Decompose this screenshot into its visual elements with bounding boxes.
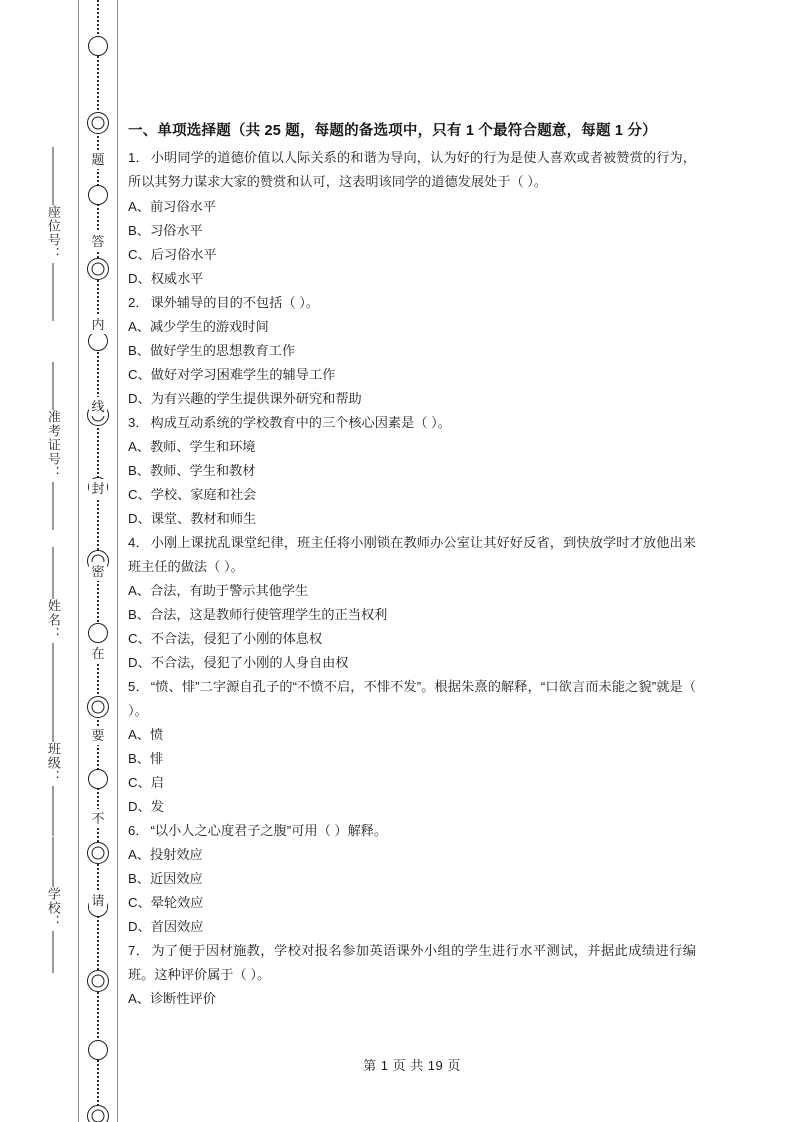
field-class[interactable] <box>30 690 76 836</box>
question-number: 4． <box>128 534 149 550</box>
seal-char: 请 <box>89 891 107 910</box>
seal-char: 不 <box>89 809 107 828</box>
question-option[interactable]: A、教师、学生和环境 <box>128 438 256 454</box>
question-text: “以小人之心度君子之腹”可用（ ）解释。 <box>150 822 388 838</box>
perforation-circle-single <box>88 1040 108 1060</box>
question-stem <box>128 819 696 843</box>
question-option[interactable]: D、为有兴趣的学生提供课外研究和帮助 <box>128 390 362 406</box>
perforation-circle-single <box>88 477 108 497</box>
question-option[interactable]: C、晕轮效应 <box>128 894 204 910</box>
question-option[interactable]: B、习俗水平 <box>128 222 203 238</box>
perforation-circle-double <box>87 550 109 572</box>
question-option[interactable]: D、首因效应 <box>128 918 204 934</box>
question-option[interactable]: A、合法，有助于警示其他学生 <box>128 582 309 598</box>
field-seat-number[interactable] <box>30 145 76 321</box>
question-block <box>128 411 696 531</box>
seal-char: 线 <box>89 397 107 416</box>
seal-char: 答 <box>89 232 107 251</box>
field-write-line-school-2[interactable] <box>52 931 54 973</box>
perforation-circle-double <box>87 970 109 992</box>
question-option[interactable]: C、后习俗水平 <box>128 246 217 262</box>
question-option[interactable]: A、愤 <box>128 726 164 742</box>
question-option[interactable]: B、悱 <box>128 750 164 766</box>
question-block <box>128 675 696 819</box>
question-text: 课外辅导的目的不包括（ ）。 <box>150 294 320 310</box>
question-text: 构成互动系统的学校教育中的三个核心因素是（ ）。 <box>150 414 451 430</box>
question-option[interactable]: B、近因效应 <box>128 870 203 886</box>
question-stem <box>128 146 696 194</box>
question-text: “愤、悱”二字源自孔子的“不愤不启，不悱不发”。根据朱熹的解释，“口欲言而未能之貌”就是（ ）。 <box>128 678 696 718</box>
question-option[interactable]: B、教师、学生和教材 <box>128 462 256 478</box>
seal-char: 内 <box>89 315 107 334</box>
field-label-class: 班级： <box>45 742 61 784</box>
field-label-seat-number: 座位号： <box>45 205 61 261</box>
field-label-name: 姓名： <box>45 599 61 641</box>
section-heading-single-choice: 一、单项选择题（共 25 题，每题的备选项中，只有 1 个最符合题意，每题 1 分） <box>128 123 657 139</box>
field-admission-ticket-number[interactable] <box>30 360 76 530</box>
field-student-name[interactable] <box>30 545 76 695</box>
field-school[interactable] <box>30 835 76 973</box>
perforation-circle-single <box>88 769 108 789</box>
question-option[interactable]: C、学校、家庭和社会 <box>128 486 257 502</box>
question-number: 7． <box>128 942 150 958</box>
perforation-circle-double <box>87 696 109 718</box>
question-number: 1． <box>128 150 149 166</box>
question-option[interactable]: C、做好对学习困难学生的辅导工作 <box>128 366 336 382</box>
question-option[interactable]: A、诊断性评价 <box>128 991 216 1007</box>
perforation-circle-single <box>88 185 108 205</box>
field-write-line-class-2[interactable] <box>52 786 54 836</box>
question-number: 3． <box>128 414 149 430</box>
page-footer: 第 1 页 共 19 页 <box>363 1058 461 1073</box>
question-stem <box>128 939 696 987</box>
question-block <box>128 291 696 411</box>
question-stem <box>128 411 696 435</box>
question-block <box>128 146 696 290</box>
field-write-line-name[interactable] <box>52 547 54 599</box>
question-block <box>128 819 696 939</box>
seal-char: 密 <box>89 562 107 581</box>
seal-char: 要 <box>89 726 107 745</box>
question-block <box>128 939 696 1011</box>
question-option[interactable]: D、课堂、教材和师生 <box>128 510 257 526</box>
question-option[interactable]: C、启 <box>128 774 164 790</box>
field-write-line-ticket-2[interactable] <box>52 482 54 530</box>
field-write-line-seat-2[interactable] <box>52 263 54 321</box>
question-block <box>128 531 696 675</box>
question-option[interactable]: B、做好学生的思想教育工作 <box>128 342 296 358</box>
perforation-circle-double <box>87 112 109 134</box>
exam-body <box>128 120 696 1011</box>
perforation-circle-single <box>88 623 108 643</box>
perforation-circle-single <box>88 897 108 917</box>
perforation-circle-double <box>87 842 109 864</box>
seal-char: 封 <box>89 479 107 498</box>
seal-char: 在 <box>89 644 107 663</box>
field-write-line-class[interactable] <box>52 692 54 742</box>
question-number: 2． <box>128 294 149 310</box>
question-number: 5． <box>128 678 149 694</box>
perforation-circle-double <box>87 404 109 426</box>
field-write-line-seat[interactable] <box>52 147 54 205</box>
question-stem <box>128 675 696 723</box>
field-write-line-ticket[interactable] <box>52 362 54 410</box>
seal-margin <box>0 0 118 1122</box>
perforation-circle-double <box>87 258 109 280</box>
question-stem <box>128 531 696 579</box>
question-option[interactable]: C、不合法，侵犯了小刚的体息权 <box>128 630 323 646</box>
question-text: 小明同学的道德价值以人际关系的和谐为导向，认为好的行为是使人喜欢或者被赞赏的行为，所以其努力谋求大家的赞赏和认可，这表明该同学的道德发展处于（ ）。 <box>128 150 696 190</box>
question-option[interactable]: A、前习俗水平 <box>128 198 216 214</box>
question-option[interactable]: D、权威水平 <box>128 270 204 286</box>
seal-char: 题 <box>89 150 107 169</box>
perforation-strip <box>78 0 118 1122</box>
question-text: 为了便于因材施教，学校对报名参加英语课外小组的学生进行水平测试，并据此成绩进行编班。这种评价属于（ ）。 <box>128 942 696 982</box>
question-text: 小刚上课扰乱课堂纪律，班主任将小刚锁在教师办公室让其好好反省，到快放学时才放他出来班主任的做法（ ）。 <box>128 534 696 574</box>
question-stem <box>128 291 696 315</box>
perforation-circle-double <box>87 1105 109 1122</box>
question-option[interactable]: B、合法，这是教师行使管理学生的正当权利 <box>128 606 388 622</box>
field-write-line-name-2[interactable] <box>52 643 54 695</box>
perforation-circle-single <box>88 36 108 56</box>
question-option[interactable]: A、投射效应 <box>128 846 203 862</box>
question-option[interactable]: A、减少学生的游戏时间 <box>128 318 269 334</box>
field-write-line-school[interactable] <box>52 837 54 887</box>
question-option[interactable]: D、发 <box>128 798 164 814</box>
perforation-circle-single <box>88 331 108 351</box>
question-number: 6． <box>128 822 149 838</box>
field-label-school: 学校： <box>45 887 61 929</box>
candidate-info-fields <box>30 145 76 929</box>
question-option[interactable]: D、不合法，侵犯了小刚的人身自由权 <box>128 654 349 670</box>
field-label-admission-ticket: 准考证号： <box>45 410 61 480</box>
